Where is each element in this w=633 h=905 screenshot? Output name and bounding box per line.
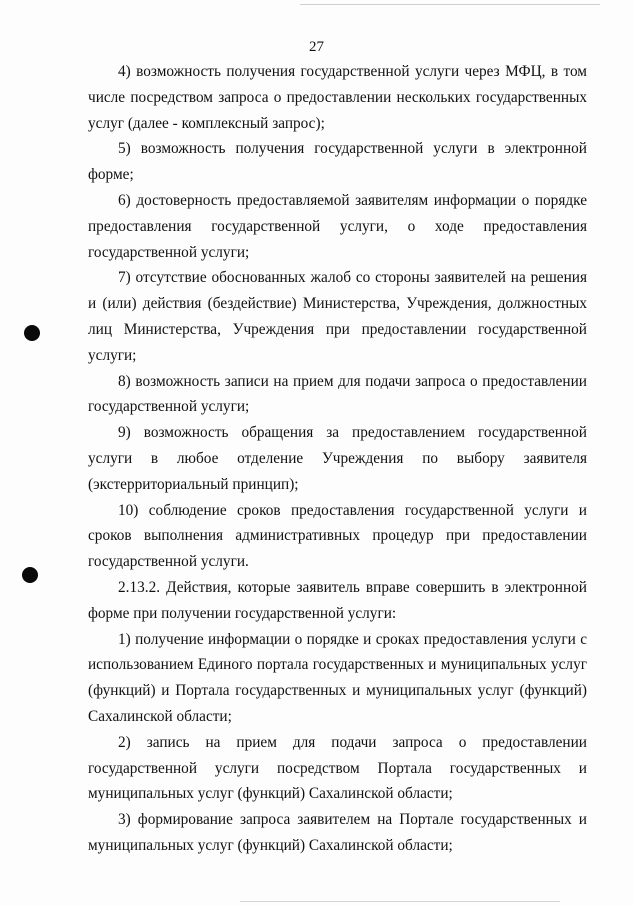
paragraph-item-8: 8) возможность записи на прием для подачи запроса о предоставлении государственной услуги; <box>88 372 587 416</box>
paragraph-item-10: 10) соблюдение сроков предоставления государственной услуги и сроков выполнения административных процедур при предоставлении государственной услуги. <box>88 501 587 571</box>
document-body <box>88 59 587 859</box>
paragraph-item-7: 7) отсутствие обоснованных жалоб со стороны заявителей на решения и (или) действия (бездействие) Министерства, Учреждения, должностных лиц Министерства, Учреждения при предоставлении государственной услуги; <box>88 269 587 364</box>
paragraph-action-1: 1) получение информации о порядке и сроках предоставления услуги с использованием Единого портала государственных и муниципальных услуг (функций) и Портала государственных и муниципальных услуг (функций) Сахалинской области; <box>88 630 587 725</box>
scan-edge-line-top <box>300 4 600 5</box>
section-heading-2-13-2: 2.13.2. Действия, которые заявитель вправе совершить в электронной форме при получении государственной услуги: <box>88 578 587 622</box>
paragraph-action-3: 3) формирование запроса заявителем на Портале государственных и муниципальных услуг (функций) Сахалинской области; <box>88 811 587 854</box>
page-number: 27 <box>309 39 324 55</box>
punch-hole-lower <box>22 567 38 583</box>
paragraph-item-4: 4) возможность получения государственной услуги через МФЦ, в том числе посредством запроса о предоставлении нескольких государственных услуг (далее - комплексный запрос); <box>88 63 587 132</box>
paragraph-item-6: 6) достоверность предоставляемой заявителям информации о порядке предоставления государственной услуги, о ходе предоставления государственной услуги; <box>88 191 587 261</box>
paragraph-action-2: 2) запись на прием для подачи запроса о предоставлении государственной услуги посредством Портала государственных и муниципальных услуг (функций) Сахалинской области; <box>88 733 587 803</box>
scan-edge-line-bottom <box>240 901 560 902</box>
punch-hole-upper <box>24 325 40 341</box>
paragraph-item-5: 5) возможность получения государственной услуги в электронной форме; <box>88 140 587 184</box>
paragraph-item-9: 9) возможность обращения за предоставлением государственной услуги в любое отделение Учреждения по выбору заявителя (экстерриториальный принцип); <box>88 424 587 493</box>
